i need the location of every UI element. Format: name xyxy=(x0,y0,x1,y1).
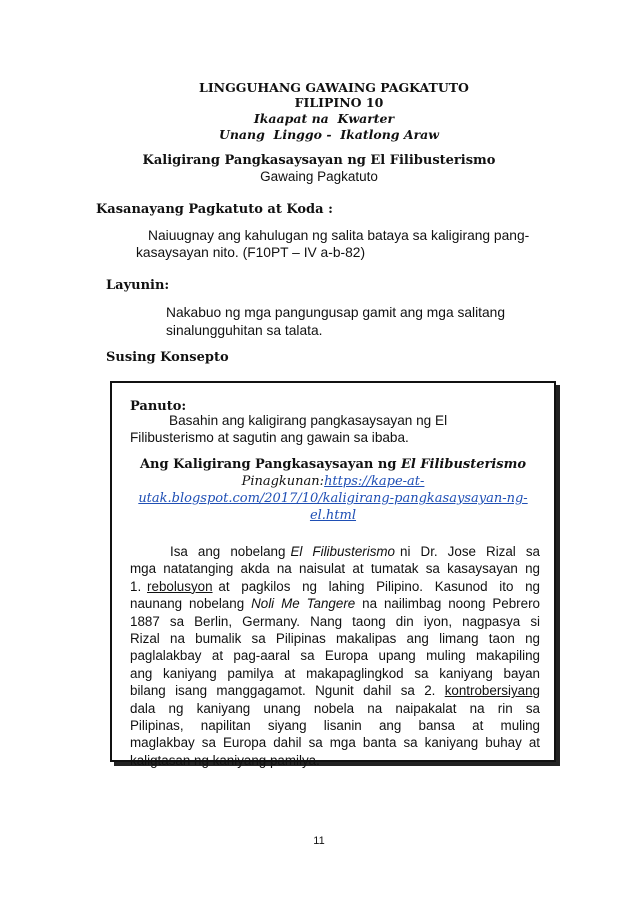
paragraph-line-6: Rizal na bumalik sa Pilipinas makalipas ang limang taon ng xyxy=(130,631,540,647)
competency-line-2: kasaysayan nito. (F10PT – IV a-b-82) xyxy=(136,245,366,260)
paragraph-line-4: naunang nobelang Noli Me Tangere na nailimbag noong Pebrero xyxy=(130,596,540,612)
article-paragraph xyxy=(130,543,540,769)
header-quarter: Ikaapat na Kwarter xyxy=(253,111,395,126)
article-title-main: Ang Kaligirang Pangkasaysayan ng xyxy=(139,457,401,472)
concept-heading: Susing Konsepto xyxy=(106,350,229,365)
reading-box xyxy=(110,381,556,768)
paragraph-line-8: ang kaniyang pamilya at makapaglingkod sa kaniyang bayan xyxy=(130,665,540,681)
objective-line-1: Nakabuo ng mga pangungusap gamit ang mga salitang xyxy=(166,305,506,320)
paragraph-line-10: dala ng kaniyang unang nobela na naipakalat na rin sa xyxy=(130,700,540,716)
objective-line-2: sinalungguhitan sa talata. xyxy=(166,323,323,338)
directions-line-2: Filibusterismo at sagutin ang gawain sa ibaba. xyxy=(130,430,409,445)
page-number: 11 xyxy=(313,835,325,847)
header-title: LINGGUHANG GAWAING PAGKATUTO xyxy=(199,80,469,95)
source-link-1[interactable]: https://kape-at- xyxy=(324,474,425,489)
directions-heading: Panuto: xyxy=(130,399,187,414)
header-activity: Gawaing Pagkatuto xyxy=(260,169,378,184)
paragraph-line-1: Isa ang nobelang El Filibusterismo ni Dr. Jose Rizal sa xyxy=(170,544,540,559)
paragraph-line-5: 1887 sa Berlin, Germany. Nang taong din iyon, nagpasya si xyxy=(130,613,540,629)
source-link-2[interactable]: utak.blogspot.com/2017/10/kaligirang-pangkasaysayan-ng- xyxy=(138,491,528,506)
paragraph-line-11: Pilipinas, napilitan siyang lisanin ang bansa at muling xyxy=(130,718,540,734)
paragraph-line-7: paglalakbay at pag-aaral sa Europa upang muling makapiling xyxy=(130,648,540,664)
paragraph-line-2: mga natatanging akda na naisulat at tumatak sa kasaysayan ng xyxy=(130,561,540,577)
competency-line-1: Naiuugnay ang kahulugan ng salita bataya sa kaligirang pang- xyxy=(148,228,530,243)
paragraph-line-12: maglakbay sa Europa dahil sa mga banta sa kaniyang buhay at xyxy=(130,735,540,751)
underlined-word-kontrobersiyang: kontrobersiyang xyxy=(444,683,540,699)
directions-line-1: Basahin ang kaligirang pangkasaysayan ng El xyxy=(169,413,448,428)
objective-heading: Layunin: xyxy=(106,278,170,293)
header-week-day: Unang Linggo - Ikatlong Araw xyxy=(218,127,440,142)
source-label: Pinagkunan: xyxy=(241,474,325,489)
article-title-italic: El Filibusterismo xyxy=(400,457,527,472)
header-topic: Kaligirang Pangkasaysayan ng El Filibusterismo xyxy=(142,153,496,168)
competency-heading: Kasanayang Pagkatuto at Koda : xyxy=(96,202,333,217)
source-link-3[interactable]: el.html xyxy=(309,508,357,523)
paragraph-line-3: 1. rebolusyon at pagkilos ng lahing Pilipino. Kasunod ito ng xyxy=(130,578,541,594)
paragraph-line-13: kaligtasan ng kaniyang pamilya. xyxy=(130,752,320,768)
article-title xyxy=(112,457,554,472)
header-subject: FILIPINO 10 xyxy=(294,95,384,110)
underlined-word-rebolusyon: rebolusyon xyxy=(147,578,213,594)
paragraph-line-9: bilang isang manggagamot. Ngunit dahil sa 2. kontrobersiyang xyxy=(130,683,540,699)
source xyxy=(112,473,554,524)
